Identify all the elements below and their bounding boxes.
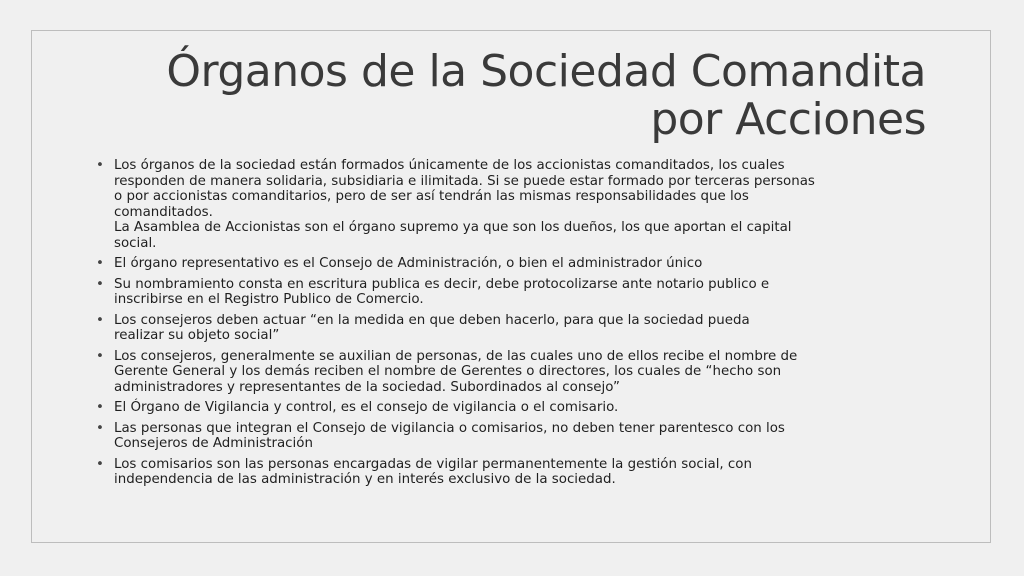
bullet-item <box>96 457 936 488</box>
bullet-marker: • <box>96 400 104 415</box>
bullet-item <box>96 400 936 416</box>
bullet-item <box>96 421 936 452</box>
bullet-text-line: o por accionistas comanditarios, pero de ser así tendrán las mismas responsabilidades que los <box>114 189 749 204</box>
bullet-text-line: social. <box>114 235 157 251</box>
slide-title-line: por Acciones <box>650 94 926 145</box>
bullet-marker: • <box>96 348 104 364</box>
bullet-text-line: Los comisarios son las personas encargadas de vigilar permanentemente la gestión social, con <box>114 456 752 472</box>
bullet-item <box>96 158 936 251</box>
bullet-text-line: La Asamblea de Accionistas son el órgano supremo ya que son los dueños, los que aportan el capital <box>114 220 792 235</box>
bullet-text-line: El Órgano de Vigilancia y control, es el consejo de vigilancia o el comisario. <box>114 400 619 415</box>
bullet-text-line: Los consejeros deben actuar “en la medida en que deben hacerlo, para que la sociedad pueda <box>114 312 750 328</box>
bullet-marker: • <box>96 158 104 173</box>
bullet-marker: • <box>96 312 104 328</box>
bullet-item <box>96 349 936 396</box>
bullet-text-line: Los órganos de la sociedad están formados únicamente de los accionistas comanditados, los cuales <box>114 158 785 173</box>
bullet-marker: • <box>96 456 104 472</box>
bullet-marker: • <box>96 276 104 292</box>
bullet-text-line: responden de manera solidaria, subsidiaria e ilimitada. Si se puede estar formado por terceras personas <box>114 173 815 189</box>
bullet-marker: • <box>96 256 104 271</box>
bullet-text-line: Su nombramiento consta en escritura publica es decir, debe protocolizarse ante notario publico e <box>114 276 770 292</box>
bullet-text-line: Gerente General y los demás reciben el nombre de Gerentes o directores, los cuales de “hecho son <box>114 364 782 379</box>
slide-title <box>90 48 926 144</box>
bullet-item <box>96 313 936 344</box>
bullet-item <box>96 256 936 272</box>
bullet-text-line: Los consejeros, generalmente se auxilian de personas, de las cuales uno de ellos recibe el nombre de <box>114 348 798 364</box>
bullet-text-line: inscribirse en el Registro Publico de Comercio. <box>114 292 424 307</box>
bullet-marker: • <box>96 420 104 436</box>
slide-title-line: Órganos de la Sociedad Comandita <box>166 46 926 97</box>
bullet-text-line: Consejeros de Administración <box>114 436 313 451</box>
bullet-text-line: realizar su objeto social” <box>114 328 280 343</box>
bullet-list <box>96 158 936 493</box>
bullet-item <box>96 277 936 308</box>
bullet-text-line: Las personas que integran el Consejo de vigilancia o comisarios, no deben tener parentesco con los <box>114 420 785 436</box>
bullet-text-line: comanditados. <box>114 204 213 220</box>
bullet-text-line: administradores y representantes de la sociedad. Subordinados al consejo” <box>114 379 620 395</box>
bullet-text-line: independencia de las administración y en interés exclusivo de la sociedad. <box>114 472 616 487</box>
bullet-text-line: El órgano representativo es el Consejo de Administración, o bien el administrador único <box>114 256 703 271</box>
